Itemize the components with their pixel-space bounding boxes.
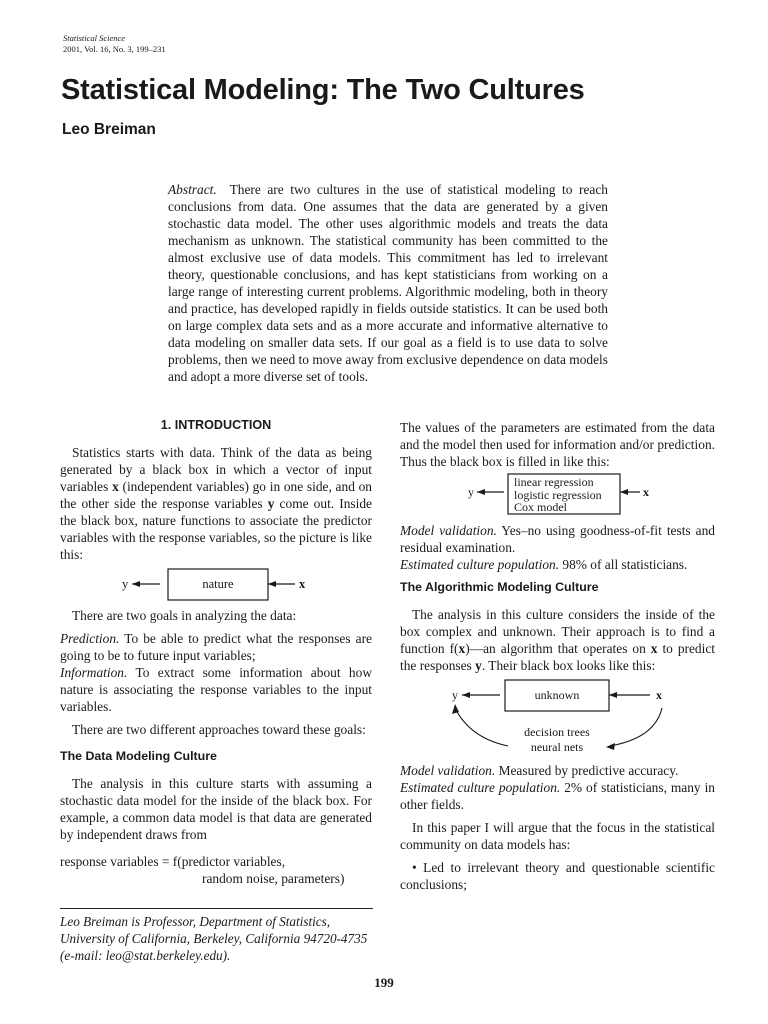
diagram1-box-label: nature	[202, 577, 234, 591]
argument-paragraph: In this paper I will argue that the focus in the statistical community on data models has:	[400, 820, 715, 852]
diagram2-y-label: y	[468, 485, 474, 499]
subheading-algorithmic-modeling: The Algorithmic Modeling Culture	[400, 580, 599, 594]
approaches-paragraph: There are two different approaches toward these goals:	[72, 722, 366, 737]
left-column	[60, 417, 372, 887]
diagram3-line-2: neural nets	[530, 740, 584, 754]
bullet-irrelevant-theory: • Led to irrelevant theory and questionable scientific conclusions;	[400, 860, 715, 892]
curved-arrow-left	[455, 708, 508, 746]
diagram2-x-label: x	[643, 485, 649, 499]
unknown-box-diagram	[400, 674, 715, 762]
paper-title: Statistical Modeling: The Two Cultures	[61, 74, 585, 106]
author-name: Leo Breiman	[62, 121, 156, 138]
equation-line-2: random noise, parameters)	[202, 871, 345, 886]
journal-citation	[63, 33, 166, 55]
diagram3-line-1: decision trees	[524, 725, 590, 739]
journal-name: Statistical Science	[63, 33, 126, 43]
abstract	[168, 181, 608, 385]
data-model-box-diagram	[400, 470, 715, 522]
model-validation-2: Model validation. Measured by predictive accuracy.	[400, 763, 679, 778]
diagram2-line-2: logistic regression	[514, 488, 602, 502]
parameters-paragraph: The values of the parameters are estimated from the data and the model then used for information and/or prediction. Thus the black box is filled in like this:	[400, 420, 715, 469]
diagram2-line-3: Cox model	[514, 500, 567, 514]
diagram3-x-label: x	[656, 688, 662, 702]
abstract-label: Abstract.	[168, 182, 217, 197]
author-footnote: Leo Breiman is Professor, Department of Statistics, University of California, Berkeley, California 94720-4735 (e-mail: leo@stat.berkeley.edu).	[60, 908, 373, 964]
prediction-item: Prediction. To be able to predict what the responses are going to be to future input variables;	[60, 631, 372, 663]
equation-line-1: response variables = f(predictor variables,	[60, 854, 286, 869]
intro-paragraph: Statistics starts with data. Think of the data as being generated by a black box in which a vector of input variables x (independent variables) go in one side, and on the other side the response variables y come out. Inside the black box, nature functions to associate the predictor variables with the response variables, so the picture is like this:	[60, 445, 372, 562]
curved-arrow-right	[610, 708, 662, 746]
algorithmic-paragraph: The analysis in this culture considers the inside of the box complex and unknown. Their approach is to find a function f(x)—an algorithm that operates on x to predict the responses y. Their black box looks like this:	[400, 607, 716, 673]
arrow-left-icon	[620, 489, 628, 495]
arrow-left-icon	[268, 581, 276, 587]
section-heading-introduction: 1. INTRODUCTION	[160, 418, 272, 432]
arrow-left-icon	[477, 489, 485, 495]
information-item: Information. To extract some information about how nature is associating the response variables to the input variables.	[60, 665, 372, 714]
data-modeling-paragraph: The analysis in this culture starts with assuming a stochastic data model for the inside of the black box. For example, a common data model is that data are generated by independent draws from	[60, 776, 372, 842]
diagram2-line-1: linear regression	[514, 475, 594, 489]
abstract-text: There are two cultures in the use of statistical modeling to reach conclusions from data. One assumes that the data are generated by a given stochastic data model. The other uses algorithmic models and treats the data mechanism as unknown. The statistical community has been committed to the almost exclusive use of data models. This commitment has led to irrelevant theory, questionable conclusions, and has kept statisticians from working on a large range of interesting current problems. Algorithmic modeling, both in theory and practice, has developed rapidly in fields outside statistics. It can be used both on large complex data sets and as a more accurate and informative alternative to data modeling on smaller data sets. If our goal as a field is to use data to solve problems, then we need to move away from exclusive dependence on data models and adopt a more diverse set of tools.	[168, 182, 608, 384]
culture-population-1: Estimated culture population. 98% of all statisticians.	[400, 557, 688, 572]
arrow-left-icon	[132, 581, 140, 587]
model-validation-1: Model validation. Yes–no using goodness-of-fit tests and residual examination.	[400, 523, 715, 555]
arrow-left-icon	[606, 743, 615, 750]
diagram3-box-label: unknown	[534, 688, 580, 702]
journal-volume: 2001, Vol. 16, No. 3, 199–231	[63, 44, 166, 54]
nature-box-diagram	[60, 563, 372, 607]
arrow-left-icon	[462, 692, 470, 698]
diagram3-y-label: y	[452, 688, 458, 702]
right-column	[400, 419, 715, 893]
goals-paragraph: There are two goals in analyzing the data:	[72, 608, 297, 623]
diagram1-y-label: y	[122, 577, 129, 591]
diagram1-x-label: x	[299, 577, 306, 591]
culture-population-2: Estimated culture population. 2% of statisticians, many in other fields.	[400, 780, 715, 812]
page-number: 199	[374, 975, 394, 990]
arrow-left-icon	[609, 692, 617, 698]
subheading-data-modeling: The Data Modeling Culture	[60, 749, 217, 763]
